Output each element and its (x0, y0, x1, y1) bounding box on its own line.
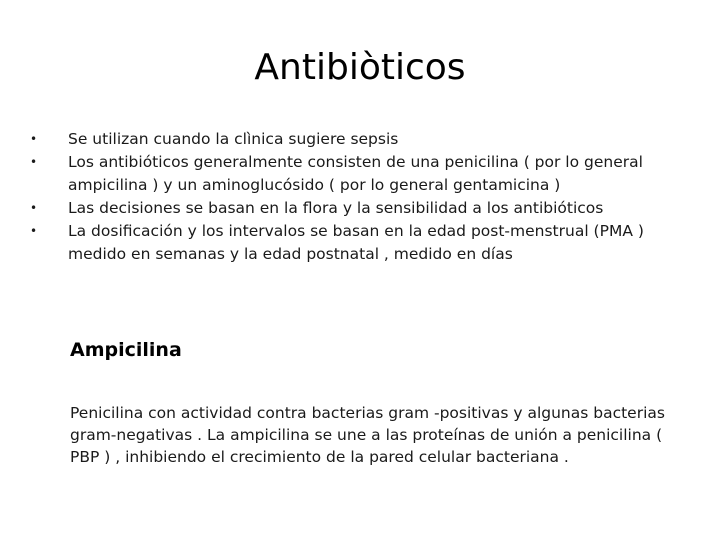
description-paragraph: Penicilina con actividad contra bacterias gram -positivas y algunas bacterias gram-negativas . La ampicilina se une a las proteínas de unión a penicilina ( PBP ) , inhibiendo el crecimiento de la pared celular bacteriana . (70, 404, 665, 466)
bullet-dot: • (30, 132, 38, 146)
slide-title: Antibiòticos (254, 47, 466, 88)
bullet-text: Se utilizan cuando la clìnica sugiere sepsis (68, 130, 399, 148)
bullet-dot: • (30, 224, 38, 238)
bullet-item (30, 151, 690, 197)
bullet-text: Las decisiones se basan en la flora y la sensibilidad a los antibióticos (68, 199, 604, 217)
bullet-item (30, 197, 690, 220)
bullet-dot: • (30, 201, 38, 215)
bullet-item (30, 220, 690, 266)
section-heading: Ampicilina (70, 339, 182, 361)
bullet-item (30, 128, 690, 151)
bullet-text: La dosificación y los intervalos se basan en la edad post-menstrual (PMA ) medido en semanas y la edad postnatal , medido en días (68, 222, 644, 263)
bullet-list (30, 128, 690, 266)
bullet-text: Los antibióticos generalmente consisten de una penicilina ( por lo general ampicilina ) y un aminoglucósido ( por lo general gentamicina ) (68, 153, 643, 194)
bullet-dot: • (30, 155, 38, 169)
